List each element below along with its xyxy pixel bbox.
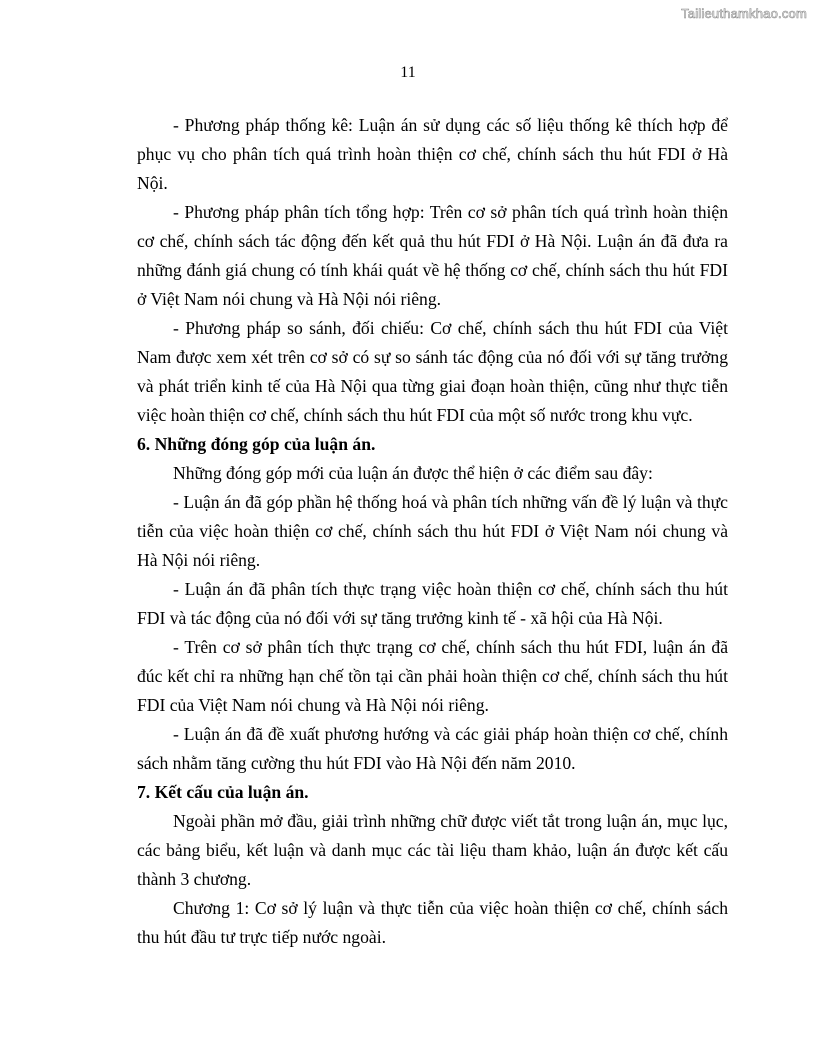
document-body	[137, 111, 728, 952]
paragraph: - Phương pháp so sánh, đối chiếu: Cơ chế, chính sách thu hút FDI của Việt Nam được xem xét trên cơ sở có sự so sánh tác động của nó đối với sự tăng trưởng và phát triển kinh tế của Hà Nội qua từng giai đoạn hoàn thiện, cũng như thực tiễn việc hoàn thiện cơ chế, chính sách thu hút FDI của một số nước trong khu vực.	[137, 318, 728, 425]
paragraph: Chương 1: Cơ sở lý luận và thực tiễn của việc hoàn thiện cơ chế, chính sách thu hút đầu tư trực tiếp nước ngoài.	[137, 898, 728, 947]
watermark: Tailieuthamkhao.com	[681, 6, 807, 21]
paragraph: Những đóng góp mới của luận án được thể hiện ở các điểm sau đây:	[173, 463, 653, 483]
paragraph: - Phương pháp phân tích tổng hợp: Trên cơ sở phân tích quá trình hoàn thiện cơ chế, chính sách tác động đến kết quả thu hút FDI ở Hà Nội. Luận án đã đưa ra những đánh giá chung có tính khái quát về hệ thống cơ chế, chính sách thu hút FDI ở Việt Nam nói chung và Hà Nội nói riêng.	[137, 202, 728, 309]
section-heading: 7. Kết cấu của luận án.	[137, 782, 309, 802]
paragraph: - Luận án đã phân tích thực trạng việc hoàn thiện cơ chế, chính sách thu hút FDI và tác động của nó đối với sự tăng trưởng kinh tế - xã hội của Hà Nội.	[137, 579, 728, 628]
paragraph: - Luận án đã góp phần hệ thống hoá và phân tích những vấn đề lý luận và thực tiễn của việc hoàn thiện cơ chế, chính sách thu hút FDI ở Việt Nam nói chung và Hà Nội nói riêng.	[137, 492, 728, 570]
paragraph: - Trên cơ sở phân tích thực trạng cơ chế, chính sách thu hút FDI, luận án đã đúc kết chỉ ra những hạn chế tồn tại cần phải hoàn thiện cơ chế, chính sách thu hút FDI của Việt Nam nói chung và Hà Nội nói riêng.	[137, 637, 728, 715]
paragraph: - Phương pháp thống kê: Luận án sử dụng các số liệu thống kê thích hợp để phục vụ cho phân tích quá trình hoàn thiện cơ chế, chính sách thu hút FDI ở Hà Nội.	[137, 115, 728, 193]
page-number: 11	[400, 64, 416, 81]
paragraph: Ngoài phần mở đầu, giải trình những chữ được viết tắt trong luận án, mục lục, các bảng biểu, kết luận và danh mục các tài liệu tham khảo, luận án được kết cấu thành 3 chương.	[137, 811, 728, 889]
paragraph: - Luận án đã đề xuất phương hướng và các giải pháp hoàn thiện cơ chế, chính sách nhằm tăng cường thu hút FDI vào Hà Nội đến năm 2010.	[137, 724, 728, 773]
section-heading: 6. Những đóng góp của luận án.	[137, 434, 376, 454]
